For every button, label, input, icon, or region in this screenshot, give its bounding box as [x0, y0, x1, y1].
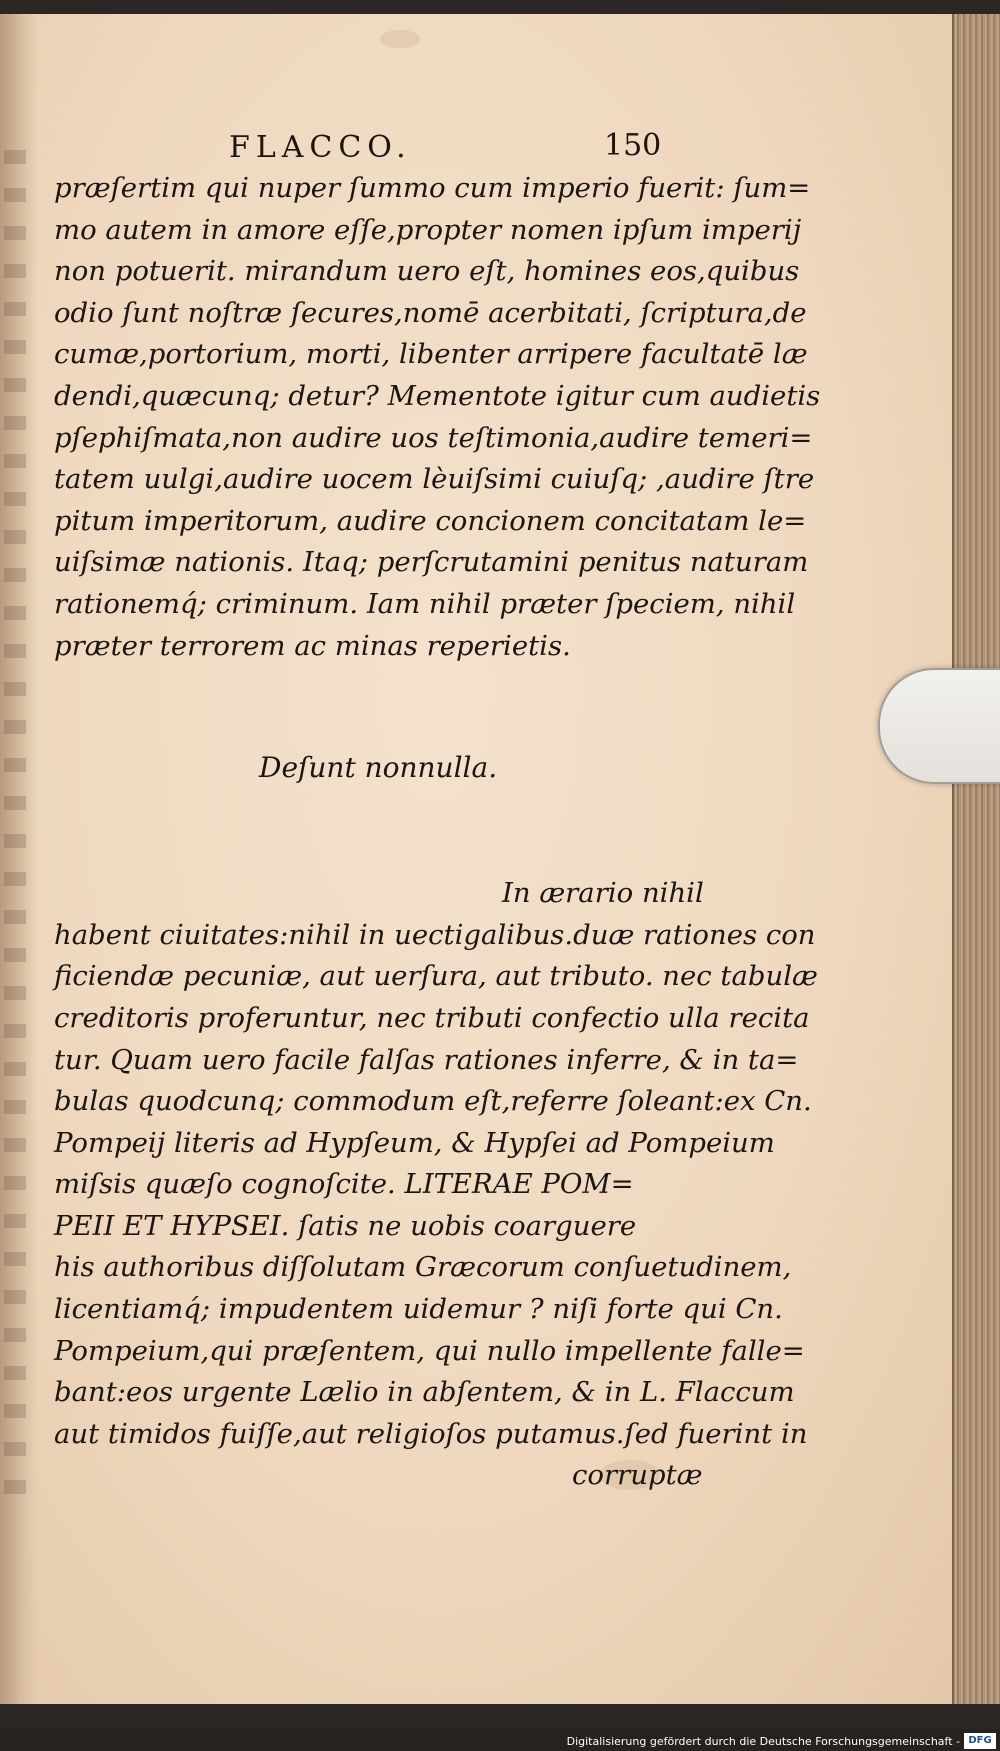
text-line: uiſsimæ nationis. Itaq; perſcrutamini penitus naturam: [54, 546, 809, 579]
text-line: creditoris proferuntur, nec tributi confectio ulla recita: [54, 1001, 810, 1034]
page-clip: [878, 668, 1000, 784]
running-title: FLACCO.: [229, 130, 412, 165]
page-text-block: [54, 122, 821, 1497]
text-line: non potuerit. mirandum uero eſt, homines eos,quibus: [54, 255, 800, 288]
text-line: habent ciuitates:nihil in uectigalibus.duæ rationes con: [54, 918, 816, 951]
text-line: cumæ,portorium, morti, libenter arripere facultatē læ: [54, 338, 808, 371]
text-line-resume: In ærario nihil: [502, 877, 704, 910]
text-line: bant:eos urgente Lælio in abſentem, & in L. Flaccum: [54, 1376, 795, 1409]
text-line: mo autem in amore eſſe,propter nomen ipſum imperij: [54, 213, 802, 246]
text-line: pſephiſmata,non audire uos teſtimonia,audire temeri=: [54, 421, 813, 454]
text-line: licentiamq́; impudentem uidemur ? niſi forte qui Cn.: [54, 1293, 783, 1326]
text-line: odio ſunt noſtræ ſecures,nomē acerbitati, ſcriptura,de: [54, 296, 807, 329]
text-line: tur. Quam uero facile falſas rationes inferre, & in ta=: [54, 1043, 799, 1076]
text-line: ficiendæ pecuniæ, aut uerſura, aut tributo. nec tabulæ: [54, 960, 818, 993]
dfg-logo: DFG: [964, 1733, 996, 1749]
text-line: rationemq́; criminum. Iam nihil præter ſpeciem, nihil: [54, 587, 796, 620]
footer-bar: [0, 1729, 1000, 1751]
text-line: aut timidos fuiſſe,aut religioſos putamus.ſed fuerint in: [54, 1417, 808, 1450]
text-line: pitum imperitorum, audire concionem concitatam le=: [54, 504, 807, 537]
text-line: præſertim qui nuper ſummo cum imperio fuerit: ſum=: [54, 172, 811, 204]
text-line: tatem uulgi,audire uocem lèuiſsimi cuiuſq; ,audire ſtre: [54, 463, 815, 496]
text-line: Pompeij literis ad Hypſeum, & Hypſei ad Pompeium: [54, 1126, 775, 1159]
page-number: 150: [604, 128, 662, 163]
running-head: [54, 122, 734, 168]
text-line: miſsis quæſo cognoſcite. LITERAE POM=: [54, 1168, 634, 1201]
gap: [54, 667, 734, 747]
lacuna-note: Deſunt nonnulla.: [259, 751, 498, 785]
gap: [54, 789, 734, 873]
text-line: PEII ET HYPSEI. ſatis ne uobis coarguere: [54, 1209, 637, 1242]
digitization-credit: Digitalisierung gefördert durch die Deutsche Forschungsgemeinschaft -: [566, 1735, 960, 1748]
text-line: his authoribus diſſolutam Græcorum conſuetudinem,: [54, 1251, 792, 1284]
text-line: bulas quodcunq; commodum eſt,referre ſoleant:ex Cn.: [54, 1085, 812, 1118]
text-line: dendi,quæcunq; detur? Mementote igitur cum audietis: [54, 379, 821, 412]
facing-page-bleed-through: [4, 150, 26, 1510]
catchword: corruptæ: [572, 1459, 703, 1492]
text-line: Pompeium,qui præſentem, qui nullo impellente falle=: [54, 1334, 805, 1367]
text-line: præter terrorem ac minas reperietis.: [54, 629, 571, 662]
page-edges-fore-edge: [952, 14, 1000, 1704]
paper-stain: [380, 30, 420, 48]
